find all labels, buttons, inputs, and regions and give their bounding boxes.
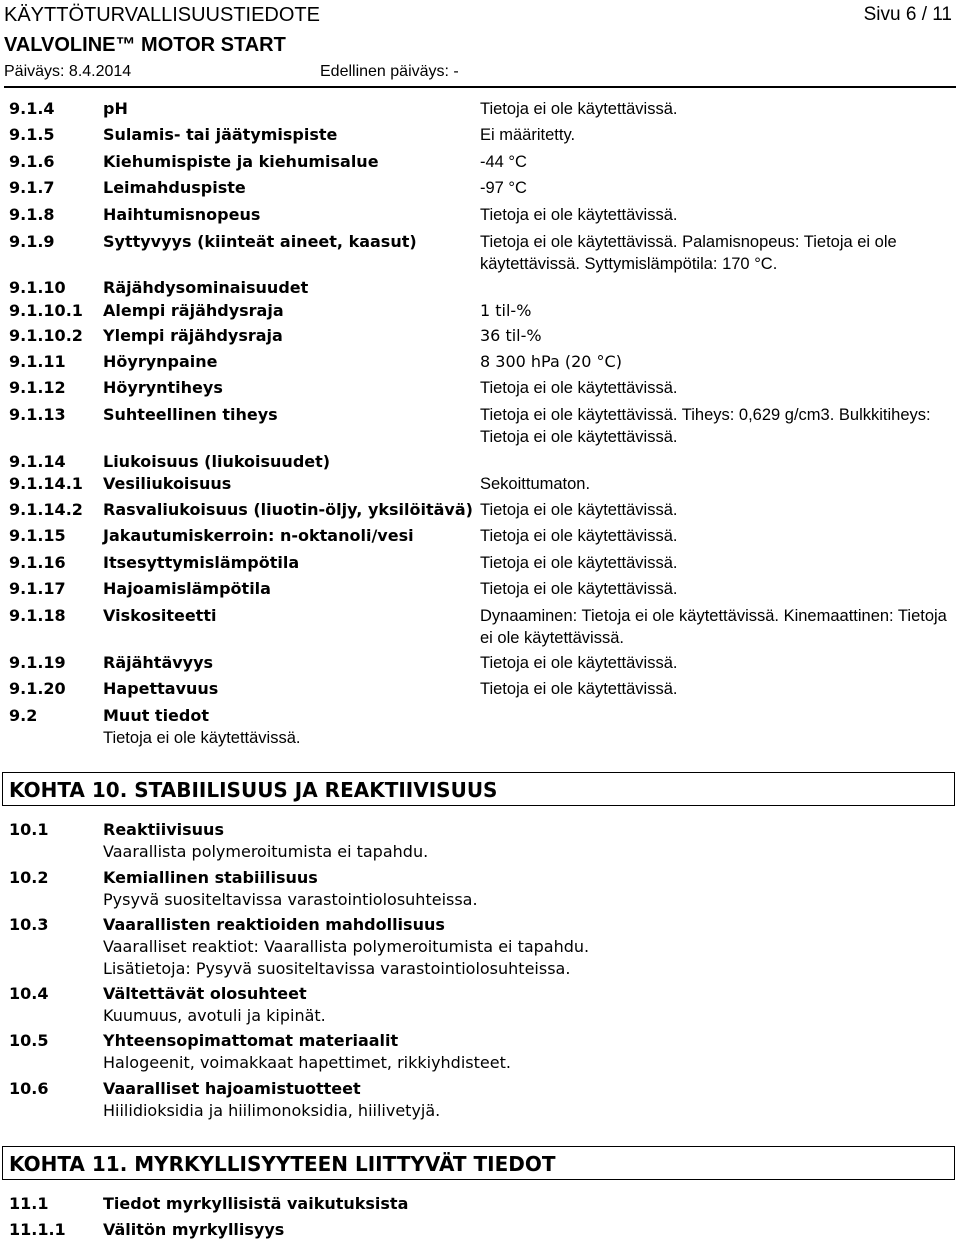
item-label: Vaaralliset hajoamistuotteet [103, 1079, 361, 1098]
property-label: Rasvaliukoisuus (liuotin-öljy, yksilöitävä) [103, 500, 473, 519]
property-value: Tietoja ei ole käytettävissä. [480, 527, 678, 545]
property-value: Dynaaminen: Tietoja ei ole käytettävissä. Kinemaattinen: Tietoja ei ole käytettävissä. [480, 607, 947, 647]
item-label: Vaarallisten reaktioiden mahdollisuus [103, 915, 445, 934]
property-number: 9.1.13 [9, 405, 66, 424]
item-text: Pysyvä suositeltavissa varastointiolosuhteissa. [103, 890, 478, 909]
property-value: Tietoja ei ole käytettävissä. [480, 580, 678, 598]
property-value: Tietoja ei ole käytettävissä. [480, 379, 678, 397]
property-value: -97 °C [480, 179, 527, 197]
item-text: Halogeenit, voimakkaat hapettimet, rikkiyhdisteet. [103, 1053, 511, 1072]
item-number: 10.1 [9, 820, 49, 839]
property-label: Muut tiedot [103, 706, 209, 725]
issue-date: Päiväys: 8.4.2014 [4, 63, 132, 80]
property-value: Tietoja ei ole käytettävissä. [480, 100, 678, 118]
property-label: Leimahduspiste [103, 178, 246, 197]
page-number: Sivu 6 / 11 [863, 4, 952, 25]
property-value: Tietoja ei ole käytettävissä. Tiheys: 0,629 g/cm3. Bulkkitiheys: Tietoja ei ole käytettävissä. [480, 406, 931, 446]
property-number: 9.1.4 [9, 99, 55, 118]
property-number: 9.1.6 [9, 152, 55, 171]
property-number: 9.1.14.2 [9, 500, 83, 519]
property-label: Räjähdysominaisuudet [103, 278, 309, 297]
header-divider [4, 86, 956, 88]
document-title: KÄYTTÖTURVALLISUUSTIEDOTE [4, 4, 320, 26]
property-number: 9.1.12 [9, 378, 66, 397]
item-text: Lisätietoja: Pysyvä suositeltavissa varastointiolosuhteissa. [103, 959, 571, 978]
item-number: 10.3 [9, 915, 49, 934]
property-number: 9.1.15 [9, 526, 66, 545]
property-value: 1 til-% [480, 301, 532, 320]
property-number: 9.1.18 [9, 606, 66, 625]
property-value: Tietoja ei ole käytettävissä. Palamisnopeus: Tietoja ei ole käytettävissä. Syttymislämpötila: 170 °C. [480, 233, 897, 273]
property-number: 9.2 [9, 706, 38, 725]
property-number: 9.1.14.1 [9, 474, 83, 493]
property-label: Suhteellinen tiheys [103, 405, 278, 424]
previous-date: Edellinen päiväys: - [320, 63, 459, 80]
item-text: Vaaralliset reaktiot: Vaarallista polymeroitumista ei tapahdu. [103, 937, 590, 956]
property-label: Kiehumispiste ja kiehumisalue [103, 152, 379, 171]
property-label: Höyrynpaine [103, 352, 218, 371]
section-11-header [2, 1146, 955, 1180]
property-number: 9.1.20 [9, 679, 66, 698]
property-value: Tietoja ei ole käytettävissä. [480, 206, 678, 224]
property-value: -44 °C [480, 153, 527, 171]
property-label: Sulamis- tai jäätymispiste [103, 125, 338, 144]
item-number: 10.5 [9, 1031, 49, 1050]
property-label: Viskositeetti [103, 606, 217, 625]
property-text: Tietoja ei ole käytettävissä. [103, 729, 301, 747]
item-number: 10.2 [9, 868, 49, 887]
property-number: 9.1.17 [9, 579, 66, 598]
section-10-header [2, 772, 955, 806]
property-label: pH [103, 99, 128, 118]
property-value: Tietoja ei ole käytettävissä. [480, 501, 678, 519]
property-number: 9.1.11 [9, 352, 66, 371]
property-label: Hapettavuus [103, 679, 219, 698]
item-number: 11.1 [9, 1194, 49, 1213]
property-label: Vesiliukoisuus [103, 474, 232, 493]
property-label: Haihtumisnopeus [103, 205, 261, 224]
item-label: Kemiallinen stabiilisuus [103, 868, 318, 887]
item-text: Vaarallista polymeroitumista ei tapahdu. [103, 842, 429, 861]
item-label: Yhteensopimattomat materiaalit [103, 1031, 399, 1050]
property-number: 9.1.5 [9, 125, 55, 144]
property-label: Syttyvyys (kiinteät aineet, kaasut) [103, 232, 417, 251]
item-label: Tiedot myrkyllisistä vaikutuksista [103, 1194, 409, 1213]
item-number: 11.1.1 [9, 1220, 66, 1239]
property-label: Itsesyttymislämpötila [103, 553, 300, 572]
property-label: Ylempi räjähdysraja [103, 326, 283, 345]
property-value: Sekoittumaton. [480, 475, 591, 493]
item-text: Hiilidioksidia ja hiilimonoksidia, hiilivetyjä. [103, 1101, 441, 1120]
property-number: 9.1.19 [9, 653, 66, 672]
property-label: Höyryntiheys [103, 378, 223, 397]
product-name: VALVOLINE™ MOTOR START [4, 34, 286, 56]
property-number: 9.1.10.2 [9, 326, 83, 345]
item-number: 10.6 [9, 1079, 49, 1098]
property-value: Tietoja ei ole käytettävissä. [480, 554, 678, 572]
property-number: 9.1.16 [9, 553, 66, 572]
item-label: Välitön myrkyllisyys [103, 1220, 285, 1239]
property-number: 9.1.10 [9, 278, 66, 297]
property-label: Jakautumiskerroin: n-oktanoli/vesi [103, 526, 414, 545]
section-title: KOHTA 10. STABIILISUUS JA REAKTIIVISUUS [9, 778, 498, 802]
property-number: 9.1.9 [9, 232, 55, 251]
property-number: 9.1.10.1 [9, 301, 83, 320]
property-number: 9.1.14 [9, 452, 66, 471]
item-label: Reaktiivisuus [103, 820, 224, 839]
page-header [4, 0, 956, 90]
property-value: Ei määritetty. [480, 126, 576, 144]
property-number: 9.1.7 [9, 178, 55, 197]
item-label: Vältettävät olosuhteet [103, 984, 307, 1003]
property-number: 9.1.8 [9, 205, 55, 224]
property-label: Alempi räjähdysraja [103, 301, 284, 320]
property-label: Hajoamislämpötila [103, 579, 271, 598]
item-text: Kuumuus, avotuli ja kipinät. [103, 1006, 326, 1025]
property-value: Tietoja ei ole käytettävissä. [480, 654, 678, 672]
property-value: 8 300 hPa (20 °C) [480, 352, 622, 371]
item-number: 10.4 [9, 984, 49, 1003]
property-value: 36 til-% [480, 326, 542, 345]
property-label: Liukoisuus (liukoisuudet) [103, 452, 331, 471]
property-value: Tietoja ei ole käytettävissä. [480, 680, 678, 698]
property-label: Räjähtävyys [103, 653, 214, 672]
section-title: KOHTA 11. MYRKYLLISYYTEEN LIITTYVÄT TIEDOT [9, 1152, 556, 1176]
